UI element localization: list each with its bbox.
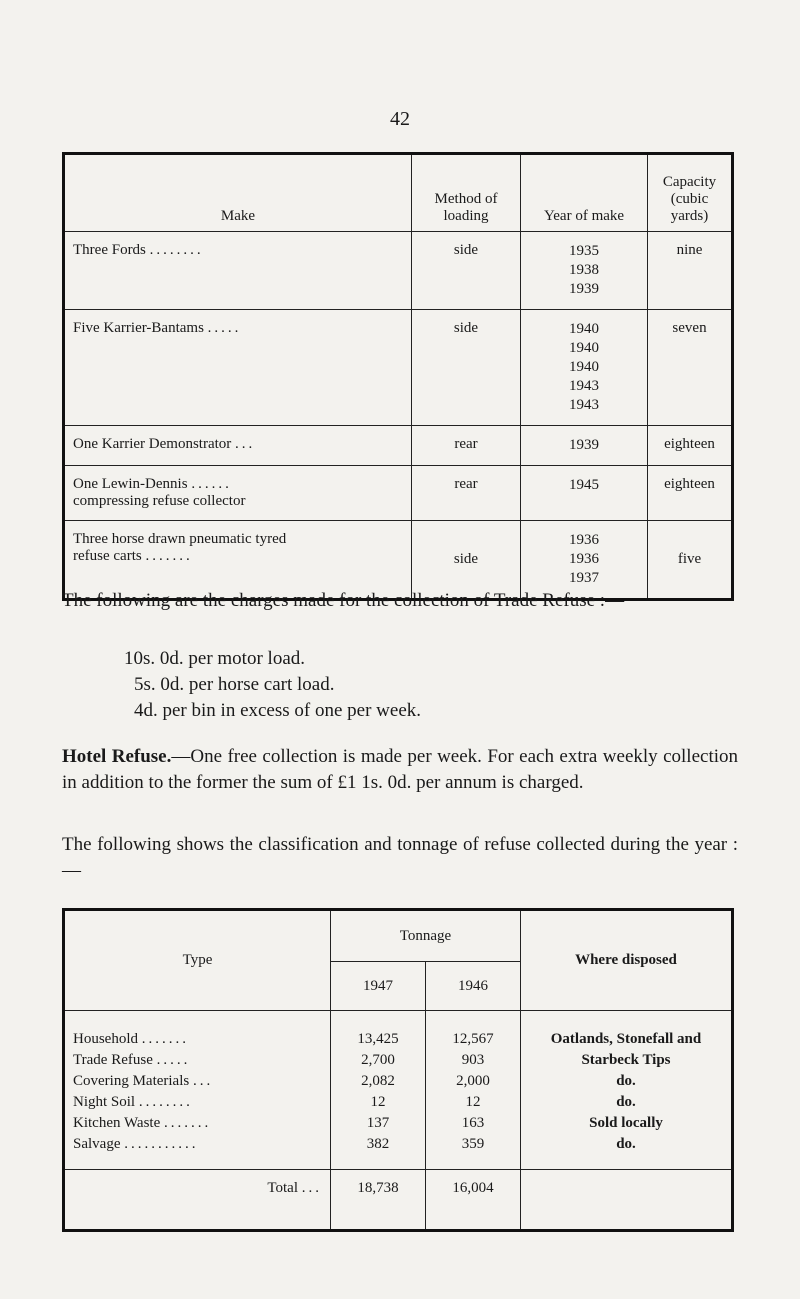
vehicle-table-header xyxy=(64,154,733,232)
header-method: Method of loading xyxy=(412,154,521,232)
total-label-cell: Total ... xyxy=(64,1170,331,1231)
year-cell: 1936 1936 1937 xyxy=(521,521,648,600)
make-label: Three Fords xyxy=(73,242,146,258)
header-year: Year of make xyxy=(521,154,648,232)
tonnage-1946-cell: 903 xyxy=(426,1050,521,1071)
capacity-cell: nine xyxy=(648,232,733,310)
total-where-cell xyxy=(521,1170,733,1231)
charge-line: 4d. per bin in excess of one per week. xyxy=(134,700,422,721)
capacity-cell: seven xyxy=(648,310,733,426)
tonnage-table xyxy=(62,908,734,1232)
header-capacity: Capacity (cubic yards) xyxy=(648,154,733,232)
year-cell: 1939 xyxy=(521,426,648,466)
type-cell: Kitchen Waste ....... xyxy=(73,1115,212,1131)
tonnage-1947-cell: 12 xyxy=(331,1092,426,1113)
table-row xyxy=(64,232,733,310)
make-label: Five Karrier-Bantams xyxy=(73,320,204,336)
make-cell: One Lewin-Dennis ...... compressing refuse collector xyxy=(64,466,412,521)
page-number: 42 xyxy=(390,108,410,130)
header-where: Where disposed xyxy=(521,910,733,1011)
table-row xyxy=(64,1071,733,1092)
tonnage-1946-cell: 12 xyxy=(426,1092,521,1113)
make-label-line2: compressing refuse collector xyxy=(73,493,246,509)
total-1947-cell: 18,738 xyxy=(331,1170,426,1231)
table-row xyxy=(64,466,733,521)
table-row xyxy=(64,1134,733,1170)
table-row xyxy=(64,1050,733,1071)
tonnage-1947-cell: 382 xyxy=(331,1134,426,1170)
where-cell: do. xyxy=(521,1134,733,1170)
where-cell: Starbeck Tips xyxy=(521,1050,733,1071)
table-row xyxy=(64,1092,733,1113)
tonnage-1946-cell: 12,567 xyxy=(426,1011,521,1051)
header-1946: 1946 xyxy=(426,962,521,1011)
total-1946-cell: 16,004 xyxy=(426,1170,521,1231)
capacity-cell: eighteen xyxy=(648,466,733,521)
classification-intro: The following shows the classification and tonnage of refuse collected during the year :— xyxy=(62,834,738,881)
where-cell: do. xyxy=(521,1092,733,1113)
type-cell: Night Soil ........ xyxy=(73,1094,193,1110)
tonnage-1947-cell: 137 xyxy=(331,1113,426,1134)
type-label: Covering Materials xyxy=(73,1073,190,1089)
capacity-cell: eighteen xyxy=(648,426,733,466)
table-row xyxy=(64,310,733,426)
tonnage-1946-cell: 163 xyxy=(426,1113,521,1134)
tonnage-header-row xyxy=(64,910,733,962)
method-cell: side xyxy=(412,521,521,600)
table-row xyxy=(64,426,733,466)
charge-line: 10s. 0d. per motor load. xyxy=(124,648,306,669)
where-cell: Sold locally xyxy=(521,1113,733,1134)
year-cell: 1940 1940 1940 1943 1943 xyxy=(521,310,648,426)
type-cell: Covering Materials ... xyxy=(73,1073,214,1089)
hotel-refuse-text: —One free collection is made per week. For each extra weekly collection in addition to the former the sum of £1 1s. 0d. per annum is charged. xyxy=(62,746,738,793)
type-label: Night Soil xyxy=(73,1094,136,1110)
make-cell: Five Karrier-Bantams ..... xyxy=(64,310,412,426)
tonnage-1946-cell: 359 xyxy=(426,1134,521,1170)
table-row xyxy=(64,1011,733,1051)
tonnage-1947-cell: 2,700 xyxy=(331,1050,426,1071)
make-cell: One Karrier Demonstrator ... xyxy=(64,426,412,466)
year-cell: 1945 xyxy=(521,466,648,521)
year-cell: 1935 1938 1939 xyxy=(521,232,648,310)
header-tonnage: Tonnage xyxy=(331,910,521,962)
trade-refuse-intro: The following are the charges made for the collection of Trade Refuse :— xyxy=(62,590,625,611)
vehicle-table xyxy=(62,152,734,601)
type-cell: Trade Refuse ..... xyxy=(73,1052,191,1068)
type-cell: Household ....... xyxy=(73,1031,189,1047)
method-cell: rear xyxy=(412,466,521,521)
hotel-refuse-heading: Hotel Refuse. xyxy=(62,746,172,767)
make-label: Three horse drawn pneumatic tyred xyxy=(73,531,287,547)
type-label: Household xyxy=(73,1031,138,1047)
type-cell: Salvage ........... xyxy=(73,1136,199,1152)
total-row xyxy=(64,1170,733,1231)
make-label: One Lewin-Dennis xyxy=(73,476,188,492)
type-label: Kitchen Waste xyxy=(73,1115,161,1131)
method-cell: rear xyxy=(412,426,521,466)
type-label: Trade Refuse xyxy=(73,1052,153,1068)
charge-line: 5s. 0d. per horse cart load. xyxy=(134,674,335,695)
total-label: Total xyxy=(267,1180,298,1196)
type-label: Salvage xyxy=(73,1136,121,1152)
method-cell: side xyxy=(412,232,521,310)
make-label-line2: refuse carts xyxy=(73,548,142,564)
header-type: Type xyxy=(64,910,331,1011)
make-label: One Karrier Demonstrator xyxy=(73,436,232,452)
method-cell: side xyxy=(412,310,521,426)
header-make: Make xyxy=(64,154,412,232)
hotel-refuse-paragraph xyxy=(62,744,738,796)
header-1947: 1947 xyxy=(331,962,426,1011)
make-cell: Three horse drawn pneumatic tyred refuse carts ....... xyxy=(73,531,287,564)
tonnage-1946-cell: 2,000 xyxy=(426,1071,521,1092)
tonnage-1947-cell: 2,082 xyxy=(331,1071,426,1092)
capacity-cell: five xyxy=(648,521,733,600)
tonnage-1947-cell: 13,425 xyxy=(331,1011,426,1051)
table-row xyxy=(64,1113,733,1134)
make-cell: Three Fords ........ xyxy=(64,232,412,310)
where-cell: Oatlands, Stonefall and xyxy=(521,1011,733,1051)
where-cell: do. xyxy=(521,1071,733,1092)
